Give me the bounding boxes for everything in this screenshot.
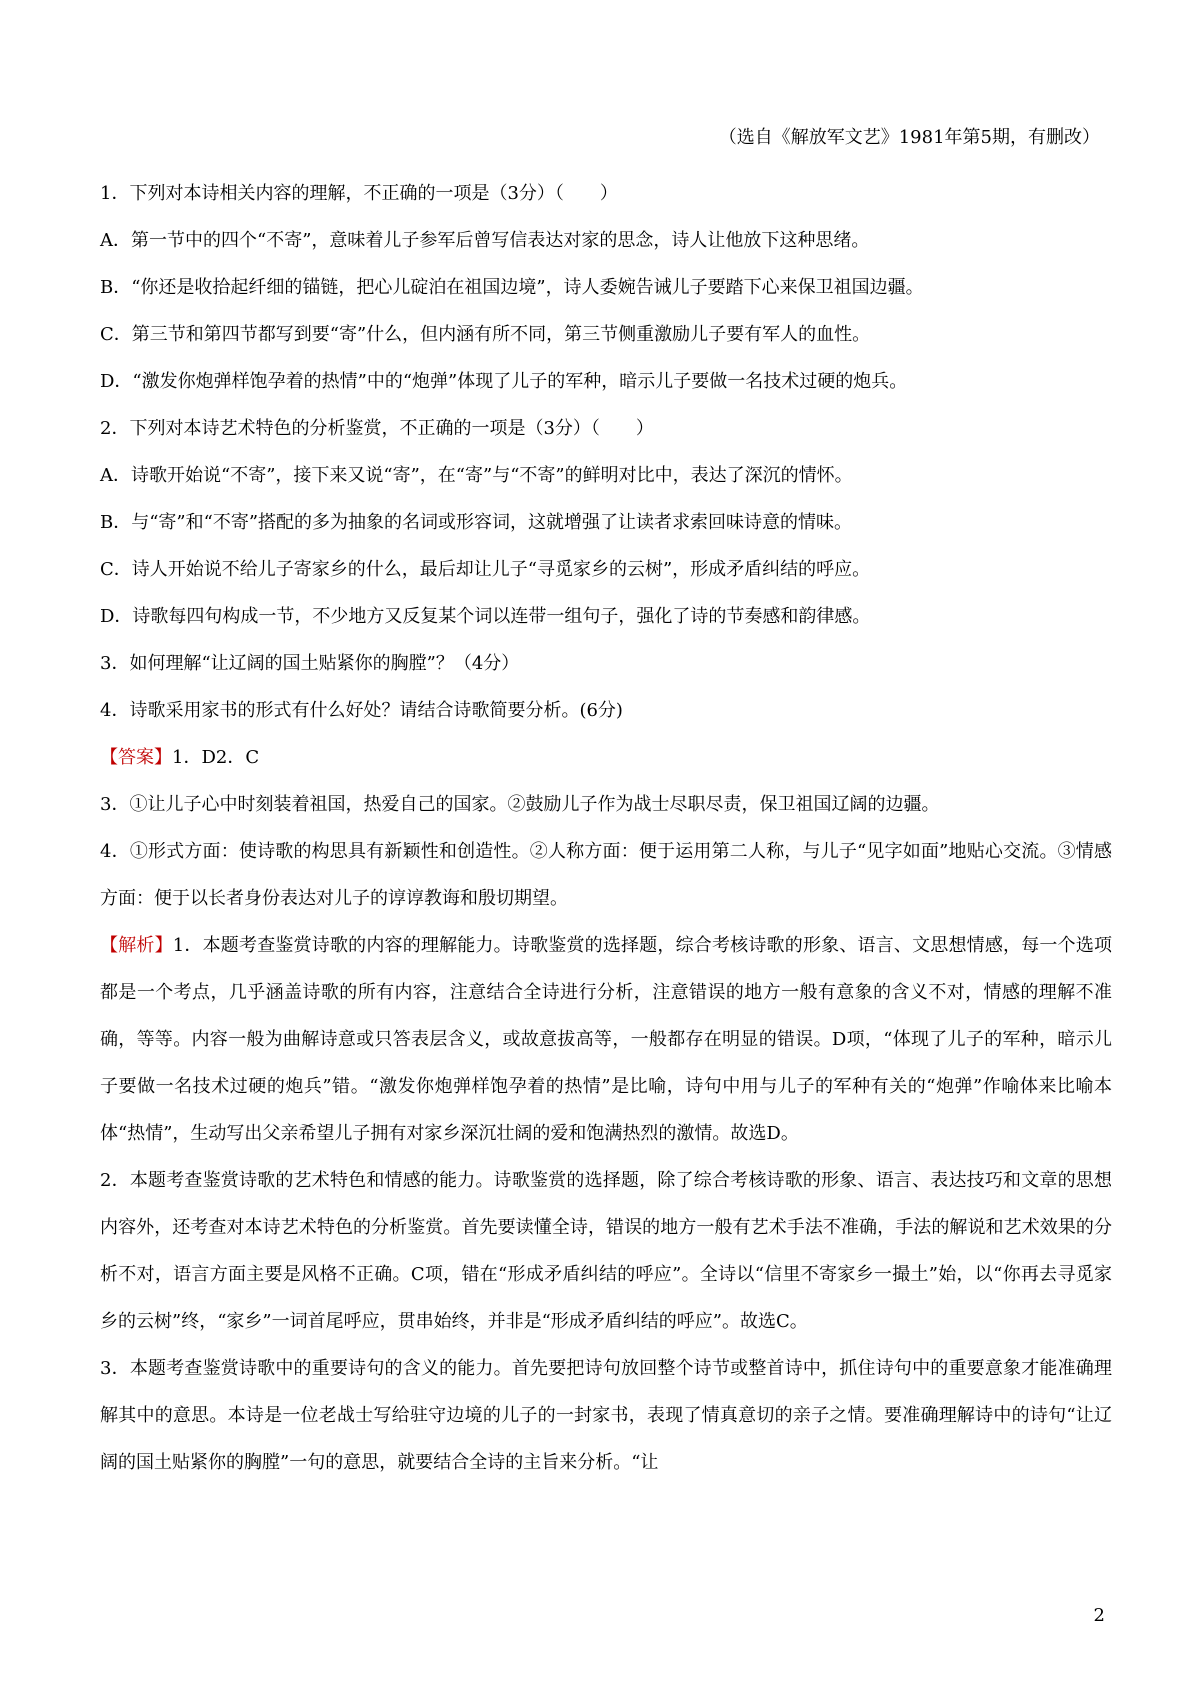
answer-section (100, 734, 1112, 922)
option-c: C．第三节和第四节都写到要“寄”什么，但内涵有所不同，第三节侧重激励儿子要有军人的血性。 (100, 324, 871, 345)
source-citation: （选自《解放军文艺》1981年第5期，有删改） (718, 127, 1100, 148)
question-stem: 2．下列对本诗艺术特色的分析鉴赏，不正确的一项是（3分）（ ） (100, 418, 654, 439)
answer-item-4: 4．①形式方面：使诗歌的构思具有新颖性和创造性。②人称方面：便于运用第二人称，与儿子“见字如面”地贴心交流。③情感方面：便于以长者身份表达对儿子的谆谆教诲和殷切期望。 (100, 841, 1112, 909)
question-4-stem: 4．诗歌采用家书的形式有什么好处？请结合诗歌简要分析。(6分) (100, 700, 623, 721)
analysis-paragraph-3: 3．本题考查鉴赏诗歌中的重要诗句的含义的能力。首先要把诗句放回整个诗节或整首诗中，抓住诗句中的重要意象才能准确理解其中的意思。本诗是一位老战士写给驻守边境的儿子的一封家书，表现了情真意切的亲子之情。要准确理解诗中的诗句“让辽阔的国土贴紧你的胸膛”一句的意思，就要结合全诗的主旨来分析。“让 (100, 1358, 1112, 1473)
document-body (100, 170, 1112, 1486)
answer-text: 1．D2．C (172, 747, 260, 768)
question-stem: 1．下列对本诗相关内容的理解，不正确的一项是（3分）（ ） (100, 183, 618, 204)
option-b: B．“你还是收拾起纤细的锚链，把心儿碇泊在祖国边境”，诗人委婉告诫儿子要踏下心来保卫祖国边疆。 (100, 277, 924, 298)
answer-item-3: 3．①让儿子心中时刻装着祖国，热爱自己的国家。②鼓励儿子作为战士尽职尽责，保卫祖国辽阔的边疆。 (100, 794, 940, 815)
question-1 (100, 170, 1112, 405)
option-b: B．与“寄”和“不寄”搭配的多为抽象的名词或形容词，这就增强了让读者求索回味诗意的情味。 (100, 512, 853, 533)
answer-line (100, 734, 1112, 781)
analysis-paragraph-2: 2．本题考查鉴赏诗歌的艺术特色和情感的能力。诗歌鉴赏的选择题，除了综合考核诗歌的形象、语言、表达技巧和文章的思想内容外，还考查对本诗艺术特色的分析鉴赏。首先要读懂全诗，错误的地方一般有艺术手法不准确，手法的解说和艺术效果的分析不对，语言方面主要是风格不正确。C项，错在“形成矛盾纠结的呼应”。全诗以“信里不寄家乡一撮土”始，以“你再去寻觅家乡的云树”终，“家乡”一词首尾呼应，贯串始终，并非是“形成矛盾纠结的呼应”。故选C。 (100, 1170, 1112, 1332)
analysis-text: 1．本题考查鉴赏诗歌的内容的理解能力。诗歌鉴赏的选择题，综合考核诗歌的形象、语言、文思想情感，每一个选项都是一个考点，几乎涵盖诗歌的所有内容，注意结合全诗进行分析，注意错误的地方一般有意象的含义不对，情感的理解不准确，等等。内容一般为曲解诗意或只答表层含义，或故意拔高等，一般都存在明显的错误。D项，“体现了儿子的军种，暗示儿子要做一名技术过硬的炮兵”错。“激发你炮弹样饱孕着的热情”是比喻，诗句中用与儿子的军种有关的“炮弹”作喻体来比喻本体“热情”，生动写出父亲希望儿子拥有对家乡深沉壮阔的爱和饱满热烈的激情。故选D。 (100, 935, 1113, 1144)
page-number: 2 (1093, 1605, 1105, 1626)
option-d: D．诗歌每四句构成一节，不少地方又反复某个词以连带一组句子，强化了诗的节奏感和韵律感。 (100, 606, 871, 627)
analysis-label: 【解析】 (100, 935, 173, 956)
option-a: A．第一节中的四个“不寄”，意味着儿子参军后曾写信表达对家的思念，诗人让他放下这种思绪。 (100, 230, 870, 251)
question-2 (100, 405, 1112, 640)
analysis-section (100, 922, 1112, 1486)
option-c: C．诗人开始说不给儿子寄家乡的什么，最后却让儿子“寻觅家乡的云树”，形成矛盾纠结的呼应。 (100, 559, 871, 580)
option-a: A．诗歌开始说“不寄”，接下来又说“寄”，在“寄”与“不寄”的鲜明对比中，表达了深沉的情怀。 (100, 465, 853, 486)
option-d: D．“激发你炮弹样饱孕着的热情”中的“炮弹”体现了儿子的军种，暗示儿子要做一名技术过硬的炮兵。 (100, 371, 908, 392)
answer-label: 【答案】 (100, 747, 172, 768)
analysis-paragraph-1 (100, 922, 1112, 1157)
question-3-stem: 3．如何理解“让辽阔的国土贴紧你的胸膛”？（4分） (100, 653, 520, 674)
